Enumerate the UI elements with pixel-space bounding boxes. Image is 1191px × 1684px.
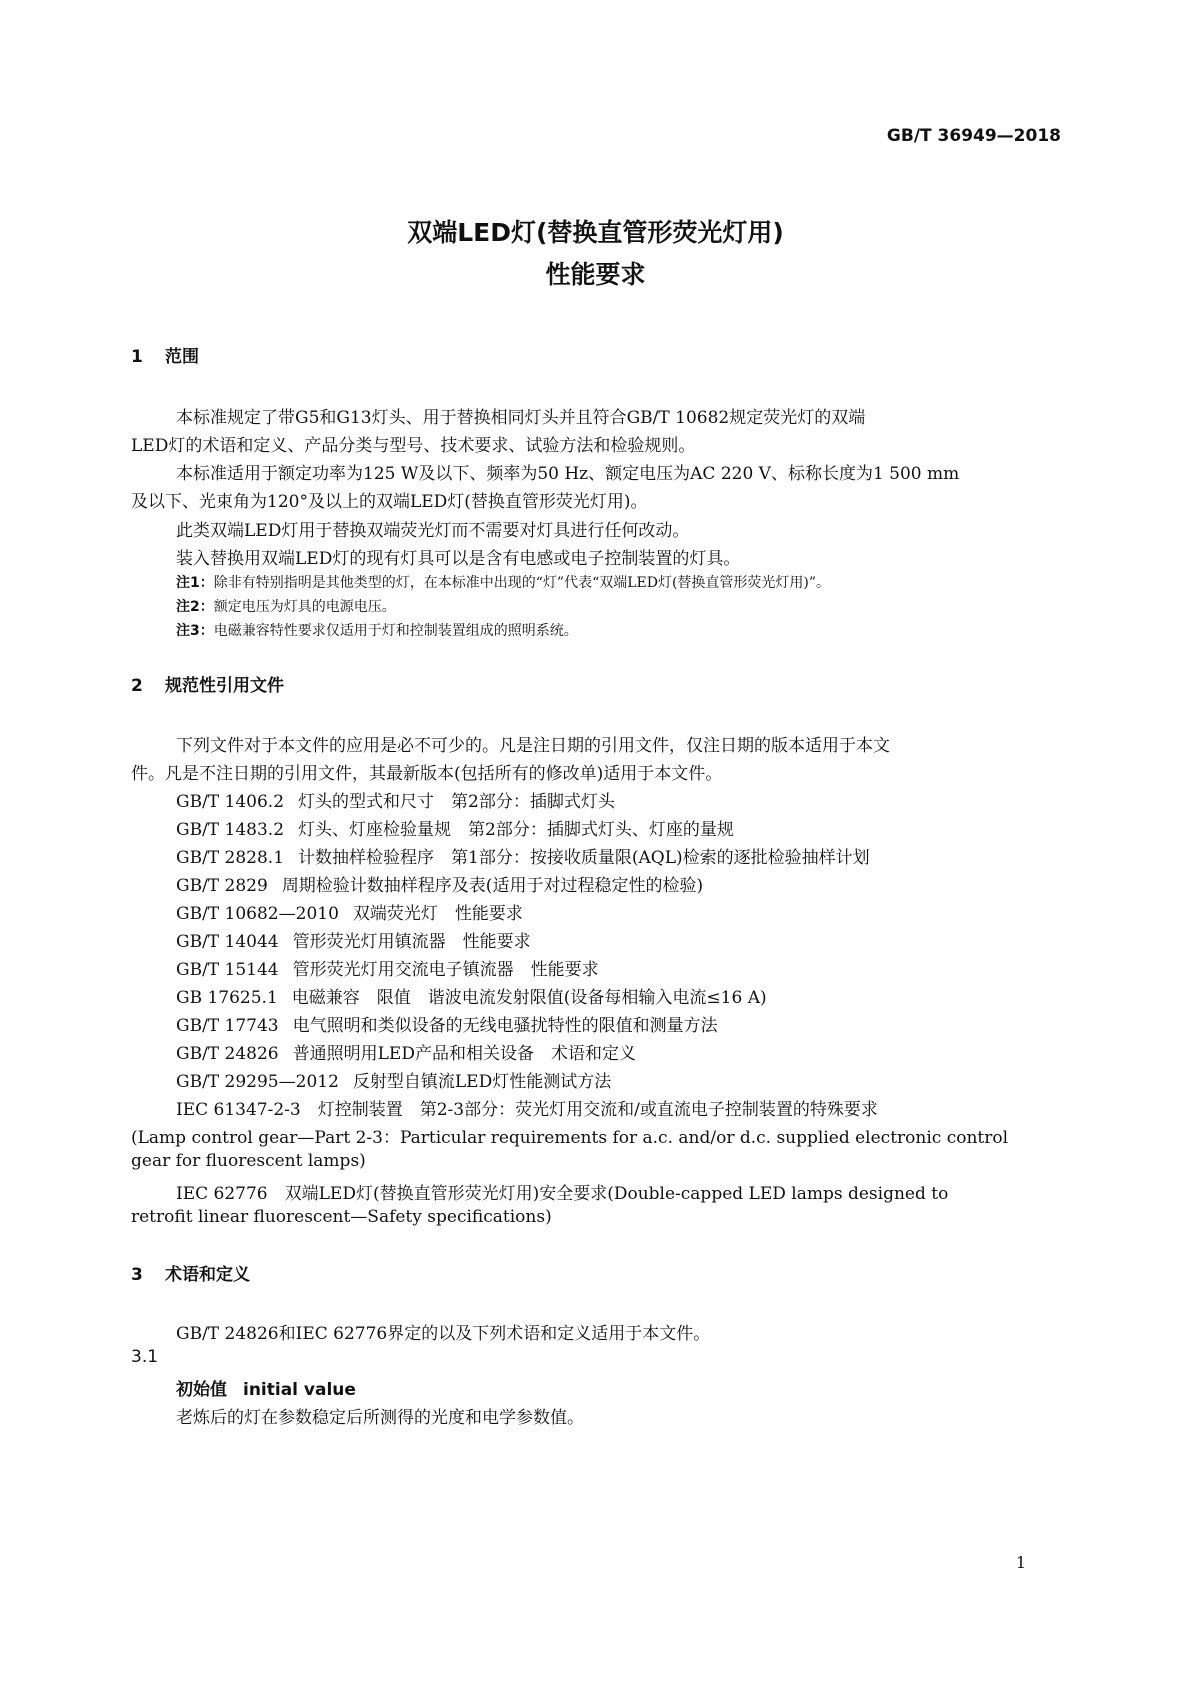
document-title: 双端LED灯(替换直管形荧光灯用) bbox=[407, 218, 784, 247]
reference-item bbox=[176, 983, 767, 1008]
reference-title: 普通照明用LED产品和相关设备 术语和定义 bbox=[292, 1044, 636, 1064]
term-chinese: 初始值 bbox=[176, 1380, 227, 1400]
reference-item bbox=[176, 787, 615, 812]
note-2 bbox=[176, 596, 396, 616]
note-text: 除非有特别指明是其他类型的灯，在本标准中出现的“灯”代表“双端LED灯(替换直管形荧光灯用)”。 bbox=[213, 575, 831, 591]
reference-title: 灯头、灯座检验量规 第2部分：插脚式灯头、灯座的量规 bbox=[298, 820, 734, 840]
reference-code: GB/T 15144 bbox=[176, 960, 279, 980]
reference-item bbox=[176, 1067, 611, 1092]
section-number: 3 bbox=[131, 1265, 143, 1285]
note-text: 电磁兼容特性要求仅适用于灯和控制装置组成的照明系统。 bbox=[213, 623, 578, 639]
reference-item bbox=[176, 899, 523, 924]
reference-code: GB/T 29295—2012 bbox=[176, 1072, 339, 1092]
reference-title: 管形荧光灯用镇流器 性能要求 bbox=[292, 932, 531, 952]
note-3 bbox=[176, 620, 578, 640]
iec-61347-line-3: gear for fluorescent lamps) bbox=[131, 1151, 366, 1171]
section-3-heading bbox=[131, 1260, 250, 1285]
iec-61347-line-2: (Lamp control gear—Part 2-3：Particular requirements for a.c. and/or d.c. supplied electronic control bbox=[131, 1128, 1009, 1148]
reference-item bbox=[176, 955, 599, 980]
iec-61347-line-1: IEC 61347-2-3 灯控制装置 第2-3部分：荧光灯用交流和/或直流电子控制装置的特殊要求 bbox=[176, 1100, 878, 1120]
section-title: 规范性引用文件 bbox=[165, 676, 284, 696]
section-title: 范围 bbox=[165, 347, 199, 367]
section-1-heading bbox=[131, 342, 199, 367]
scope-para-2-line-2: 及以下、光束角为120°及以上的双端LED灯(替换直管形荧光灯用)。 bbox=[131, 492, 648, 512]
reference-title: 灯头的型式和尺寸 第2部分：插脚式灯头 bbox=[298, 792, 615, 812]
reference-code: GB/T 10682—2010 bbox=[176, 904, 339, 924]
refs-intro-line-1: 下列文件对于本文件的应用是必不可少的。凡是注日期的引用文件，仅注日期的版本适用于本文 bbox=[176, 736, 890, 756]
section-number: 2 bbox=[131, 676, 143, 696]
reference-title: 电气照明和类似设备的无线电骚扰特性的限值和测量方法 bbox=[292, 1016, 718, 1036]
reference-item bbox=[176, 927, 531, 952]
term-heading bbox=[176, 1375, 356, 1400]
reference-item bbox=[176, 871, 703, 896]
reference-title: 计数抽样检验程序 第1部分：按接收质量限(AQL)检索的逐批检验抽样计划 bbox=[298, 848, 870, 868]
reference-title: 周期检验计数抽样程序及表(适用于对过程稳定性的检验) bbox=[281, 876, 704, 896]
reference-item bbox=[176, 1011, 718, 1036]
section-title: 术语和定义 bbox=[165, 1265, 250, 1285]
reference-code: GB/T 24826 bbox=[176, 1044, 279, 1064]
document-subtitle: 性能要求 bbox=[545, 260, 646, 289]
reference-code: GB/T 17743 bbox=[176, 1016, 279, 1036]
note-1 bbox=[176, 572, 830, 592]
terms-intro: GB/T 24826和IEC 62776界定的以及下列术语和定义适用于本文件。 bbox=[176, 1324, 711, 1344]
reference-code: GB 17625.1 bbox=[176, 988, 278, 1008]
page-number: 1 bbox=[1015, 1553, 1026, 1572]
term-definition: 老炼后的灯在参数稳定后所测得的光度和电学参数值。 bbox=[176, 1408, 584, 1428]
reference-code: GB/T 1406.2 bbox=[176, 792, 285, 812]
reference-code: GB/T 2828.1 bbox=[176, 848, 285, 868]
scope-para-3: 此类双端LED灯用于替换双端荧光灯而不需要对灯具进行任何改动。 bbox=[176, 521, 690, 541]
scope-para-1-line-2: LED灯的术语和定义、产品分类与型号、技术要求、试验方法和检验规则。 bbox=[131, 436, 696, 456]
note-label: 注3： bbox=[176, 623, 214, 639]
reference-code: GB/T 2829 bbox=[176, 876, 268, 896]
reference-title: 电磁兼容 限值 谐波电流发射限值(设备每相输入电流≤16 A) bbox=[291, 988, 767, 1008]
reference-title: 反射型自镇流LED灯性能测试方法 bbox=[352, 1072, 612, 1092]
note-text: 额定电压为灯具的电源电压。 bbox=[213, 599, 396, 615]
standard-code: GB/T 36949—2018 bbox=[886, 126, 1061, 146]
reference-code: GB/T 14044 bbox=[176, 932, 279, 952]
scope-para-2-line-1: 本标准适用于额定功率为125 W及以下、频率为50 Hz、额定电压为AC 220 V、标称长度为1 500 mm bbox=[176, 464, 960, 484]
reference-item bbox=[176, 815, 734, 840]
reference-code: GB/T 1483.2 bbox=[176, 820, 285, 840]
term-english: initial value bbox=[243, 1380, 356, 1400]
section-number: 1 bbox=[131, 347, 143, 367]
iec-62776-line-2: retrofit linear fluorescent—Safety specifications) bbox=[131, 1207, 552, 1227]
reference-item bbox=[176, 1039, 636, 1064]
scope-para-4: 装入替换用双端LED灯的现有灯具可以是含有电感或电子控制装置的灯具。 bbox=[176, 549, 741, 569]
scope-para-1-line-1: 本标准规定了带G5和G13灯头、用于替换相同灯头并且符合GB/T 10682规定荧光灯的双端 bbox=[176, 408, 866, 428]
note-label: 注1： bbox=[176, 575, 214, 591]
reference-title: 双端荧光灯 性能要求 bbox=[352, 904, 523, 924]
section-2-heading bbox=[131, 671, 284, 696]
note-label: 注2： bbox=[176, 599, 214, 615]
reference-item bbox=[176, 843, 870, 868]
reference-title: 管形荧光灯用交流电子镇流器 性能要求 bbox=[292, 960, 599, 980]
refs-intro-line-2: 件。凡是不注日期的引用文件，其最新版本(包括所有的修改单)适用于本文件。 bbox=[131, 764, 723, 784]
iec-62776-line-1: IEC 62776 双端LED灯(替换直管形荧光灯用)安全要求(Double-capped LED lamps designed to bbox=[176, 1184, 949, 1204]
clause-number: 3.1 bbox=[131, 1347, 159, 1367]
